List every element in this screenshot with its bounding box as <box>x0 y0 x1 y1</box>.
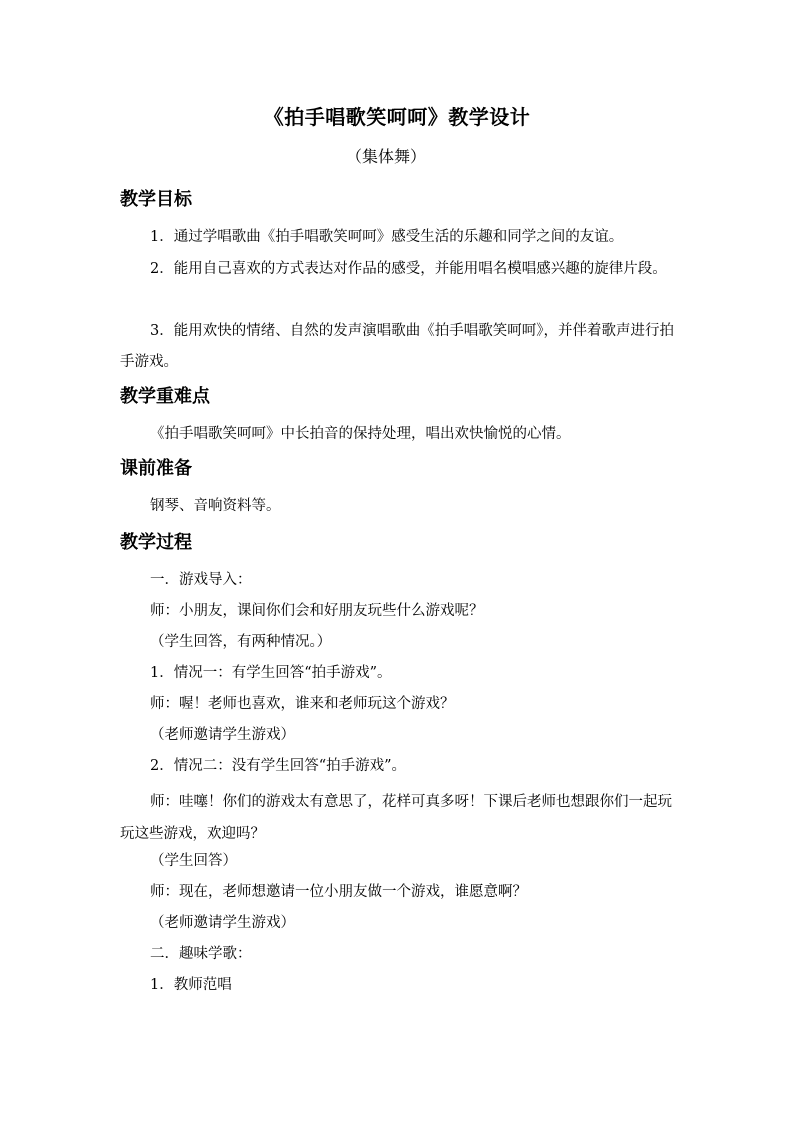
process-line: 1．教师范唱 <box>150 977 232 993</box>
process-line: 师：小朋友，课间你们会和好朋友玩些什么游戏呢？ <box>150 603 484 619</box>
goal-item-2: 2．能用自己喜欢的方式表达对作品的感受，并能用唱名模唱感兴趣的旋律片段。 <box>150 261 667 277</box>
process-paragraph: 师：哇噻！你们的游戏太有意思了，花样可真多呀！下课后老师也想跟你们一起玩玩这些游戏，欢迎吗？ <box>120 794 672 842</box>
process-line: 2．情况二：没有学生回答“拍手游戏”。 <box>150 758 407 774</box>
process-line: （老师邀请学生游戏） <box>150 727 295 743</box>
prep-text: 钢琴、音响资料等。 <box>150 498 281 514</box>
process-line: 一．游戏导入： <box>150 572 252 588</box>
process-line: 1．情况一：有学生回答“拍手游戏”。 <box>150 665 392 681</box>
process-line: 师：喔！老师也喜欢，谁来和老师玩这个游戏？ <box>150 696 455 712</box>
process-line: （学生回答，有两种情况。） <box>150 634 332 650</box>
section-heading-process: 教学过程 <box>120 532 192 553</box>
section-heading-goals: 教学目标 <box>120 189 192 210</box>
section-heading-key-points: 教学重难点 <box>120 386 210 407</box>
process-line: （学生回答） <box>150 853 237 869</box>
goal-item-1: 1．通过学唱歌曲《拍手唱歌笑呵呵》感受生活的乐趣和同学之间的友谊。 <box>150 229 624 245</box>
section-heading-prep: 课前准备 <box>120 458 192 479</box>
document-subtitle: （集体舞） <box>346 147 427 166</box>
key-points-text: 《拍手唱歌笑呵呵》中长拍音的保持处理，唱出欢快愉悦的心情。 <box>150 426 571 442</box>
process-line: 二．趣味学歌： <box>150 946 252 962</box>
process-line: （老师邀请学生游戏） <box>150 915 295 931</box>
process-line: 师：现在，老师想邀请一位小朋友做一个游戏，谁愿意啊？ <box>150 884 527 900</box>
document-title: 《拍手唱歌笑呵呵》教学设计 <box>263 105 531 129</box>
goal-item-3: 3．能用欢快的情绪、自然的发声演唱歌曲《拍手唱歌笑呵呵》，并伴着歌声进行拍手游戏。 <box>120 323 674 370</box>
